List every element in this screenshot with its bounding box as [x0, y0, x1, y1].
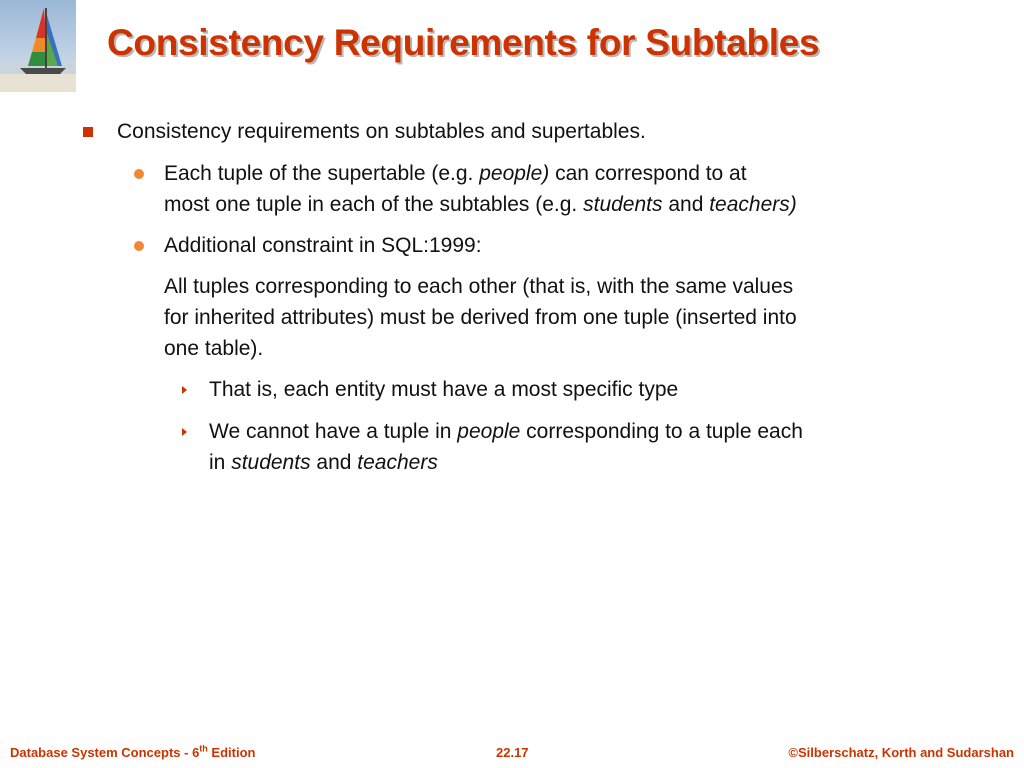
paragraph-line: for inherited attributes) must be derived from one tuple (inserted into [164, 306, 797, 329]
circle-bullet-icon [134, 169, 144, 179]
bullet-level3-line: in students and teachers [209, 451, 438, 474]
bullet-level2-line: most one tuple in each of the subtables (e.g. students and teachers) [164, 193, 797, 216]
footer-book-title: Database System Concepts - 6th Edition [10, 743, 256, 760]
bullet-level1: Consistency requirements on subtables and supertables. [117, 120, 646, 143]
bullet-level3-line: We cannot have a tuple in people corresponding to a tuple each [209, 420, 803, 443]
paragraph-line: one table). [164, 337, 264, 360]
circle-bullet-icon [134, 241, 144, 251]
square-bullet-icon [83, 127, 93, 137]
arrow-bullet-icon [182, 386, 187, 394]
bullet-level2: Additional constraint in SQL:1999: [164, 234, 482, 257]
bullet-level3: That is, each entity must have a most specific type [209, 378, 679, 401]
arrow-bullet-icon [182, 428, 187, 436]
paragraph-line: All tuples corresponding to each other (that is, with the same values [164, 275, 794, 298]
bullet-level2-line: Each tuple of the supertable (e.g. people) can correspond to at [164, 162, 747, 185]
footer-page-number: 22.17 [496, 745, 529, 760]
slide-title: Consistency Requirements for Subtables [107, 22, 820, 63]
sailboat-logo-icon [0, 0, 76, 92]
footer-copyright: ©Silberschatz, Korth and Sudarshan [788, 745, 1014, 760]
